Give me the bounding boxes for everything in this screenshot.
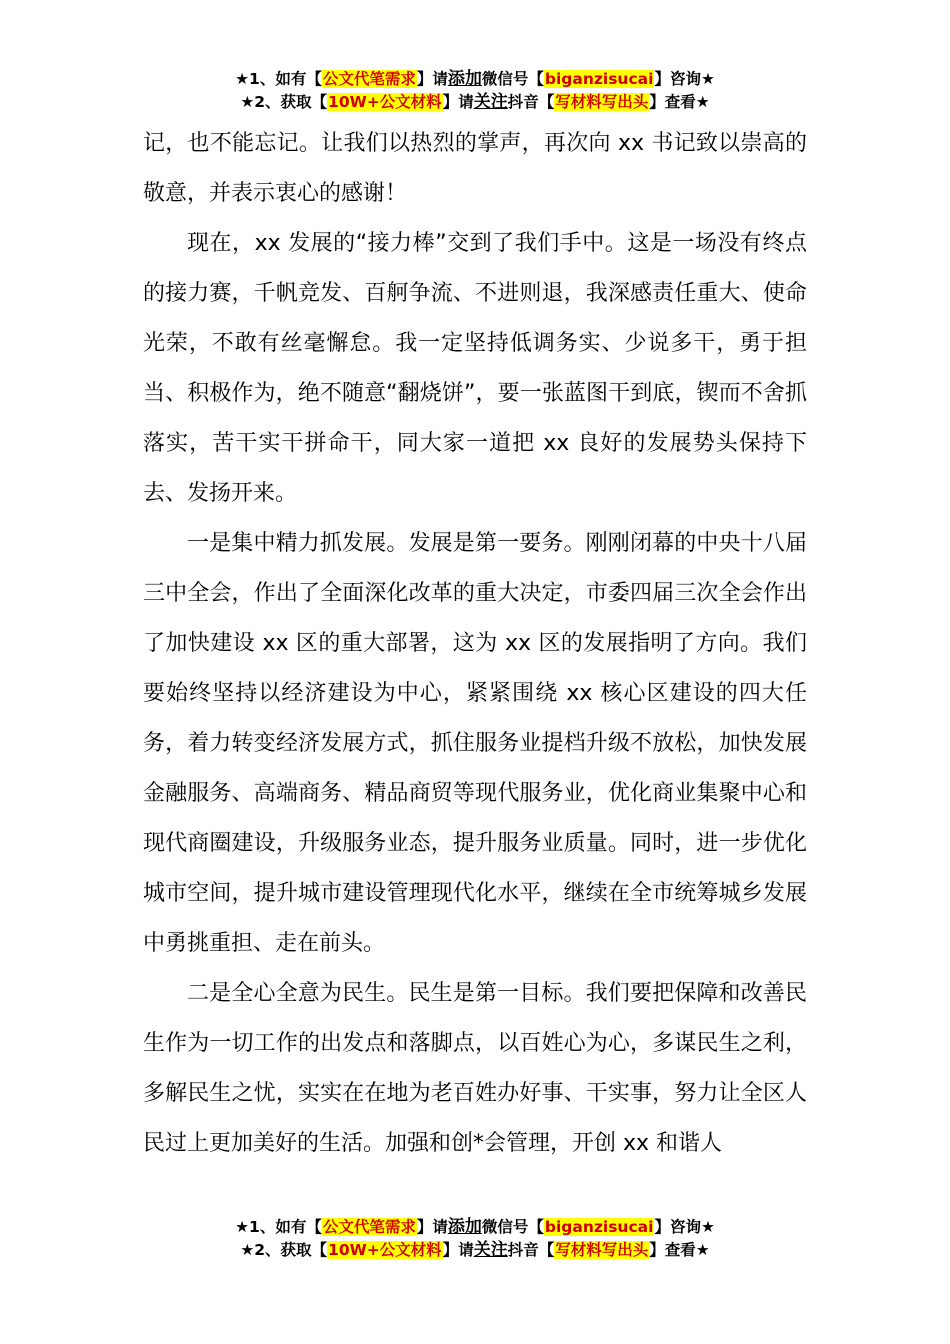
banner-text: 抖音【 <box>507 93 555 111</box>
paragraph: 二是全心全意为民生。民生是第一目标。我们要把保障和改善民生作为一切工作的出发点和落脚点，以百姓心为心，多谋民生之利，多解民生之忧，实实在在地为老百姓办好事、干实事，努力让全区人民过上更加美好的生活。加强和创*会管理，开创 xx 和谐人 <box>143 981 807 1156</box>
banner-text: 】咨询★ <box>654 70 715 88</box>
banner-text: 】查看★ <box>649 93 710 111</box>
banner-text: ★2、获取【 <box>240 1241 328 1259</box>
footer-banner <box>0 1216 950 1262</box>
underlined-add: 添加 <box>447 1217 482 1237</box>
banner-line-2 <box>0 91 950 114</box>
paragraph: 现在，xx 发展的“接力棒”交到了我们手中。这是一场没有终点的接力赛，千帆竞发、百舸争流、不进则退，我深感责任重大、使命光荣，不敢有丝毫懈怠。我一定坚持低调务实、少说多干，勇于担当、积极作为，绝不随意“翻烧饼”，要一张蓝图干到底，锲而不舍抓落实，苦干实干拼命干，同大家一道把 xx 良好的发展势头保持下去、发扬开来。 <box>143 231 807 506</box>
banner-text: ★1、如有【 <box>235 1218 322 1236</box>
banner-text: 抖音【 <box>507 1241 555 1259</box>
paragraph: 记，也不能忘记。让我们以热烈的掌声，再次向 xx 书记致以崇高的敬意，并表示衷心的感谢！ <box>143 131 807 206</box>
underlined-add: 添加 <box>447 69 482 89</box>
banner-line-2 <box>0 1239 950 1262</box>
highlight-service: 公文代笔需求 <box>322 70 416 88</box>
banner-line-1 <box>0 68 950 91</box>
banner-text: 】请 <box>442 1241 474 1259</box>
highlight-service: 公文代笔需求 <box>322 1218 416 1236</box>
highlight-materials: 10W+公文材料 <box>328 93 442 111</box>
banner-text: 】请 <box>416 1218 448 1236</box>
banner-text: ★2、获取【 <box>240 93 328 111</box>
banner-text: ★1、如有【 <box>235 70 322 88</box>
highlight-wechat-id: biganzisucai <box>544 1218 654 1236</box>
banner-text: 微信号【 <box>481 70 544 88</box>
highlight-douyin: 写材料写出头 <box>555 93 649 111</box>
banner-text: 微信号【 <box>481 1218 544 1236</box>
document-body <box>143 119 807 1169</box>
underlined-follow: 关注 <box>473 1240 508 1260</box>
header-banner <box>0 68 950 114</box>
banner-text: 】咨询★ <box>654 1218 715 1236</box>
banner-text: 】查看★ <box>649 1241 710 1259</box>
underlined-follow: 关注 <box>473 92 508 112</box>
banner-line-1 <box>0 1216 950 1239</box>
banner-text: 】请 <box>442 93 474 111</box>
highlight-wechat-id: biganzisucai <box>544 70 654 88</box>
paragraph: 一是集中精力抓发展。发展是第一要务。刚刚闭幕的中央十八届三中全会，作出了全面深化改革的重大决定，市委四届三次全会作出了加快建设 xx 区的重大部署，这为 xx 区的发展指明了方向。我们要始终坚持以经济建设为中心，紧紧围绕 xx 核心区建设的四大任务，着力转变经济发展方式，抓住服务业提档升级不放松，加快发展金融服务、高端商务、精品商贸等现代服务业，优化商业集聚中心和现代商圈建设，升级服务业态，提升服务业质量。同时，进一步优化城市空间，提升城市建设管理现代化水平，继续在全市统筹城乡发展中勇挑重担、走在前头。 <box>143 531 807 956</box>
highlight-materials: 10W+公文材料 <box>328 1241 442 1259</box>
banner-text: 】请 <box>416 70 448 88</box>
highlight-douyin: 写材料写出头 <box>555 1241 649 1259</box>
